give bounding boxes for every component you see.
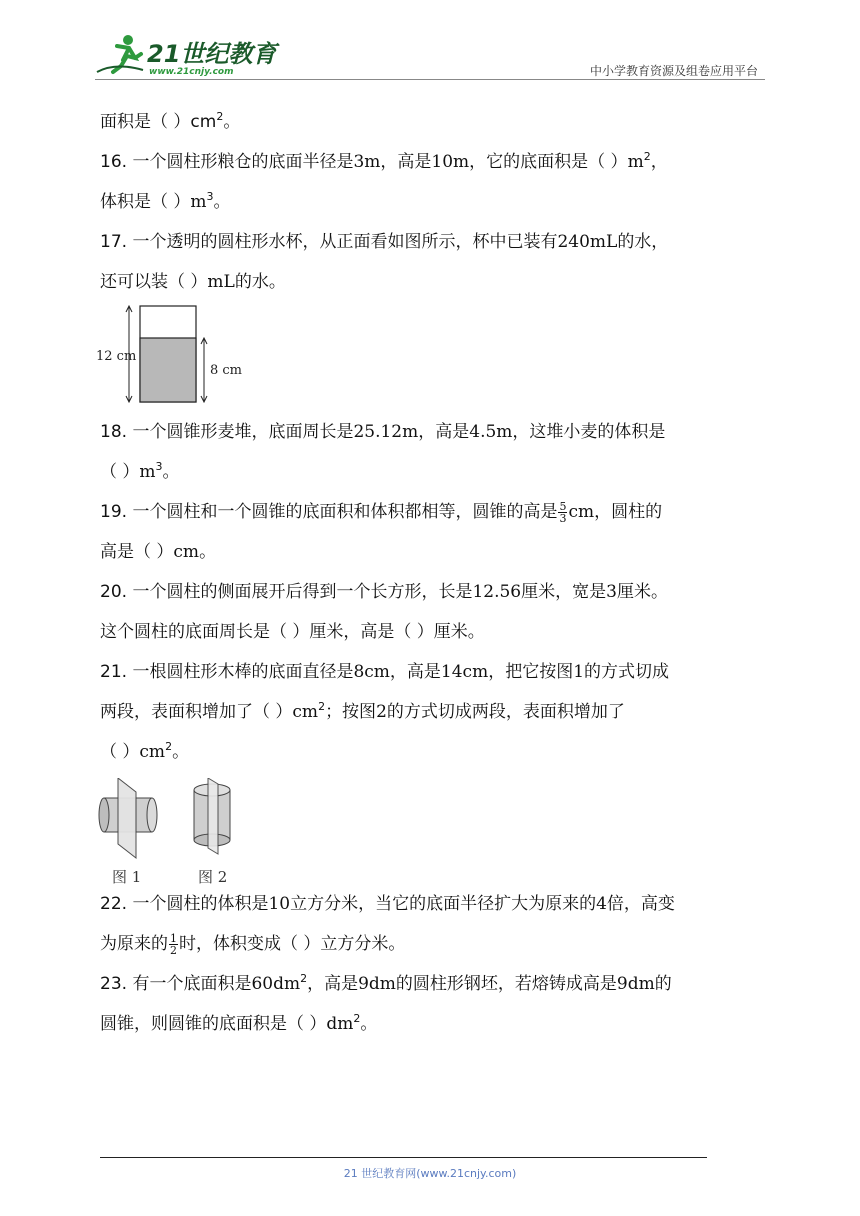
site-logo [95,32,295,78]
figure2-cylinder-cut [194,778,230,854]
q18-line2: （ ）$m^3$。 [100,460,180,482]
q16-line2: 体积是（ ）$m^3$。 [100,190,231,212]
page-footer: 21 世纪教育网(www.21cnjy.com) [343,1167,517,1180]
logo-url: www.21cnjy.com [149,67,234,77]
fraction-one-half: $\frac{1}{2}$ [170,931,177,957]
q17-line1: 17. 一个透明的圆柱形水杯，从正面看如图所示，杯中已装有240mL的水， [100,232,669,252]
q15-tail: 面积是（ ）$cm^2$。 [100,110,241,132]
q22-line2: 为原来的 $\frac{1}{2}$ 时，体积变成（ ）立方分米。 [100,931,406,957]
q17-line2: 还可以装（ ）mL的水。 [100,272,286,292]
page-header [95,30,765,82]
q21-line1: 21. 一根圆柱形木棒的底面直径是8cm，高是14cm，把它按图1的方式切成 [100,662,670,682]
figure1-cylinder-cut [99,778,157,858]
q22-line1: 22. 一个圆柱的体积是10立方分米，当它的底面半径扩大为原来的4倍，高变 [100,894,675,914]
figure2-label: 图 2 [198,868,228,886]
q18-line1: 18. 一个圆锥形麦堆，底面周长是25.12m，高是4.5m，这堆小麦的体积是 [100,422,666,442]
q21-line3: （ ）$cm^2$。 [100,740,190,762]
q19-line2: 高是（ ）cm。 [100,542,217,562]
fraction-five-thirds: $\frac{5}{3}$ [559,499,567,525]
footer-divider [100,1157,707,1158]
running-figure-icon [97,35,143,72]
q21-line2: 两段，表面积增加了（ ）$cm^2$；按图2的方式切成两段，表面积增加了 [100,700,625,722]
q20-line1: 20. 一个圆柱的侧面展开后得到一个长方形，长是12.56厘米，宽是3厘米。 [100,582,668,602]
q17-figure [96,302,760,412]
figure1-label: 图 1 [112,868,142,886]
q23-line1: 23. 有一个底面积是$60dm^2$，高是9dm的圆柱形钢坯，若熔铸成高是9dm的 [100,972,672,994]
question-list [96,102,760,1044]
site-tagline: 中小学教育资源及组卷应用平台 [589,64,758,78]
q21-figure [100,772,760,884]
q23-line2: 圆锥，则圆锥的底面积是（ ）$dm^2$。 [100,1012,378,1034]
logo-text: 21世纪教育 [147,40,277,68]
header-divider [95,79,765,80]
q19-line1: 19. 一个圆柱和一个圆锥的底面积和体积都相等，圆锥的高是 $\frac{5}{3}$ cm，圆柱的 [100,499,663,525]
water-fill [140,338,196,402]
water-height-label: 8 cm [210,363,243,378]
height-label: 12 cm [96,349,137,364]
q16-line1: 16. 一个圆柱形粮仓的底面半径是3m，高是10m，它的底面积是（ ）$m^2$， [100,150,668,172]
q20-line2: 这个圆柱的底面周长是（ ）厘米，高是（ ）厘米。 [100,622,485,642]
